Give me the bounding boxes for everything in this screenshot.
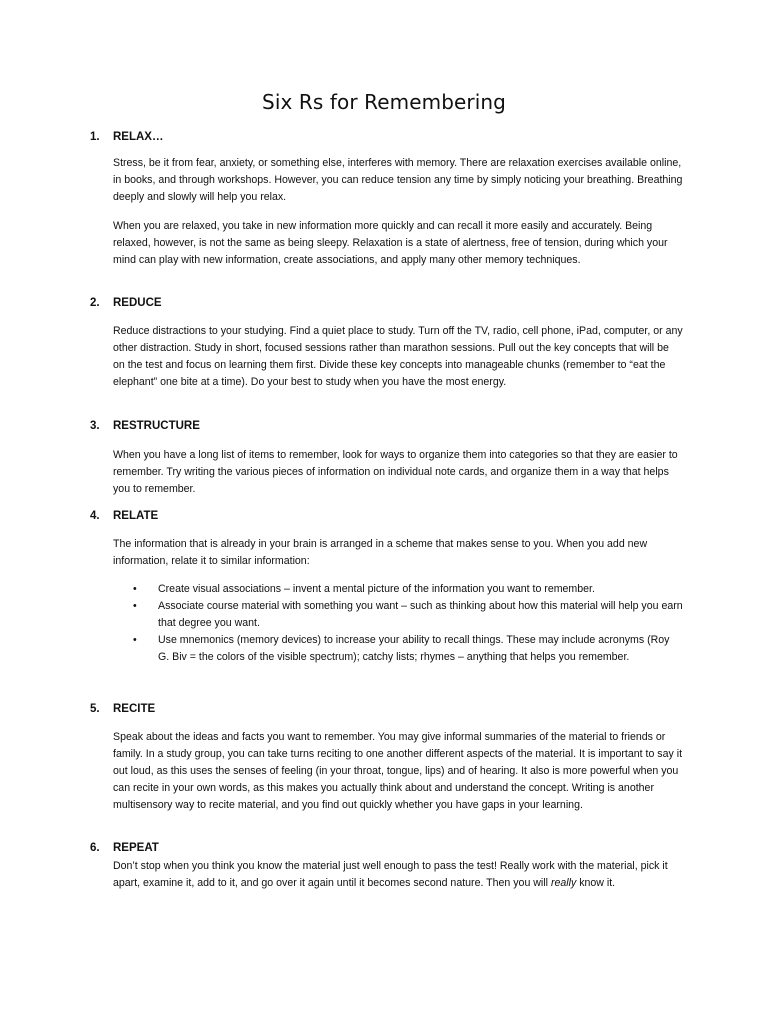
list-item-text: Use mnemonics (memory devices) to increase your ability to recall things. These may include acronyms (Roy G. Biv = the colors of the visible spectrum); catchy lists; rhymes – anything that helps you remember. (158, 634, 670, 663)
bullet-list (113, 581, 683, 666)
section-title: RESTRUCTURE (113, 420, 200, 432)
paragraph: The information that is already in your brain is arranged in a scheme that makes sense to you. When you add new information, relate it to similar information: (113, 538, 648, 567)
bullet-icon: • (133, 583, 137, 595)
paragraph (113, 858, 683, 892)
section-title: REPEAT (113, 842, 159, 854)
page-title: Six Rs for Remembering (262, 90, 506, 114)
section-number: 6. (90, 842, 100, 854)
paragraph: Reduce distractions to your studying. Find a quiet place to study. Turn off the TV, radio, cell phone, iPad, computer, or any other distraction. Study in short, focused sessions rather than marathon sessions. Pull out the key concepts that will be on the test and focus on learning them first. Divide these key concepts into manageable chunks (remember to “eat the elephant” one bite at a time). Do your best to study when you have the most energy. (113, 325, 683, 388)
paragraph-text: know it. (576, 877, 616, 889)
section-number: 4. (90, 510, 100, 522)
list-item (113, 598, 683, 632)
section-heading-recite (90, 703, 155, 715)
paragraph: Stress, be it from fear, anxiety, or something else, interferes with memory. There are relaxation exercises available online, in books, and through workshops. However, you can reduce tension any time by simply noticing your breathing. Breathing deeply and slowly will help you relax. (113, 157, 683, 203)
section-heading-relate (90, 510, 158, 522)
section-heading-reduce (90, 297, 162, 309)
section-title: RECITE (113, 703, 156, 715)
section-number: 1. (90, 131, 100, 143)
section-number: 3. (90, 420, 100, 432)
section-title: RELAX… (113, 131, 164, 143)
list-item (113, 581, 683, 598)
section-heading-repeat (90, 842, 159, 854)
bullet-icon: • (133, 634, 137, 646)
paragraph-text: Don’t stop when you think you know the material just well enough to pass the test! Really work with the material, pick it apart, examine it, add to it, and go over it again until it becomes second nature. Then you will (113, 860, 668, 889)
section-heading-restructure (90, 420, 200, 432)
list-item-text: Associate course material with something you want – such as thinking about how this material will help you earn that degree you want. (158, 600, 683, 629)
paragraph: Speak about the ideas and facts you want to remember. You may give informal summaries of the material to friends or family. In a study group, you can take turns reciting to one another different aspects of the material. It is important to say it out loud, as this uses the senses of feeling (in your throat, tongue, lips) and of hearing. It also is more powerful when you can recite in your own words, as this makes you actually think about and understand the concept. Writing is another multisensory way to recite material, and you find out quickly whether you have gaps in your learning. (113, 731, 683, 811)
emphasis-text: really (550, 877, 577, 889)
list-item (113, 632, 683, 666)
section-title: REDUCE (113, 297, 162, 309)
section-number: 5. (90, 703, 100, 715)
paragraph: When you have a long list of items to remember, look for ways to organize them into categories so that they are easier to remember. Try writing the various pieces of information on individual note cards, and organize them in a way that helps you to remember. (113, 449, 678, 495)
list-item-text: Create visual associations – invent a mental picture of the information you want to remember. (158, 583, 595, 595)
paragraph: When you are relaxed, you take in new information more quickly and can recall it more easily and accurately. Being relaxed, however, is not the same as being sleepy. Relaxation is a state of alertness, free of tension, during which your mind can play with new information, create associations, and apply many other memory techniques. (113, 220, 668, 266)
section-heading-relax (90, 131, 163, 143)
section-number: 2. (90, 297, 100, 309)
section-title: RELATE (113, 510, 159, 522)
bullet-icon: • (133, 600, 137, 612)
